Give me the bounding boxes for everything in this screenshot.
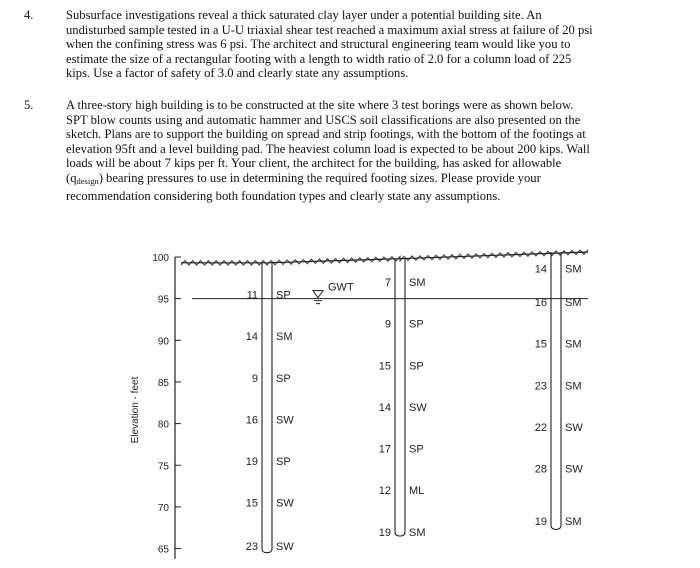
question-5-line-rest: ) bearing pressures to use in determining the required footing sizes. Please provide your	[98, 170, 541, 185]
elevation-tick-label: 100	[152, 253, 169, 264]
spt-blow-count: 14	[534, 263, 547, 276]
spt-blow-count: 14	[378, 401, 391, 414]
question-5-line: elevation 95ft and a level building pad. The heaviest column load is expected to be about 200 kips. Wall	[66, 141, 590, 156]
soil-classification: ML	[409, 485, 425, 498]
q-design-subscript: design	[76, 175, 99, 186]
soil-classification: SP	[276, 372, 291, 385]
spt-blow-count: 22	[534, 421, 547, 434]
soil-classification: SM	[565, 263, 582, 276]
question-4-line: estimate the size of a rectangular footing with a length to width ratio of 2.0 for a column load of 225	[66, 51, 572, 66]
soil-classification: SW	[565, 421, 583, 434]
soil-classification: SW	[276, 414, 294, 427]
soil-classification: SM	[409, 526, 426, 539]
soil-classification: SP	[276, 289, 291, 302]
spt-blow-count: 14	[245, 331, 258, 344]
question-4-line: when the confining stress was 6 psi. The architect and structural engineering team would like you to	[66, 37, 571, 52]
elevation-tick-label: 65	[157, 544, 169, 556]
spt-blow-count: 15	[245, 497, 258, 510]
soil-classification: SW	[276, 541, 294, 554]
spt-blow-count: 15	[534, 338, 547, 351]
question-5-text	[66, 98, 664, 203]
elevation-tick-label: 95	[157, 294, 169, 306]
question-5-line: loads will be about 7 kips per ft. Your client, the architect for the building, has asked for allowable	[66, 156, 562, 171]
spt-blow-count: 16	[245, 414, 258, 427]
question-5-line: sketch. Plans are to support the building on spread and strip footings, with the bottom of the footings at	[66, 127, 586, 142]
spt-blow-count: 15	[378, 360, 391, 373]
boring-hole	[395, 259, 405, 536]
boring-hole	[262, 263, 272, 553]
boring-hole	[551, 252, 561, 529]
spt-blow-count: 11	[246, 289, 258, 302]
question-5-line: recommendation considering both foundation types and clearly state any assumptions.	[66, 188, 501, 203]
soil-classification: SM	[276, 331, 293, 344]
spt-blow-count: 9	[384, 318, 391, 331]
q-design-prefix: (q	[66, 170, 77, 185]
spt-blow-count: 23	[245, 541, 258, 554]
soil-classification: SW	[409, 401, 427, 414]
spt-blow-count: 12	[378, 485, 391, 498]
question-5-number: 5.	[24, 98, 34, 112]
spt-blow-count: 16	[534, 296, 547, 309]
soil-classification: SW	[276, 497, 294, 510]
spt-blow-count: 19	[534, 516, 547, 529]
elevation-tick-label: 80	[157, 419, 169, 431]
question-5-line: SPT blow counts using and automatic hammer and USCS soil classifications are also presented on the	[66, 112, 581, 127]
question-4-number: 4.	[24, 8, 34, 22]
question-4-line: undisturbed sample tested in a U-U triaxial shear test reached a maximum axial stress at failure of 20 psi	[66, 22, 593, 37]
soil-classification: SM	[409, 276, 426, 289]
spt-blow-count: 23	[534, 380, 547, 393]
spt-blow-count: 28	[534, 463, 547, 476]
soil-classification: SM	[565, 380, 582, 393]
soil-classification: SM	[565, 338, 582, 351]
spt-blow-count: 7	[384, 276, 391, 289]
elevation-tick-label: 85	[157, 377, 169, 389]
question-5-line	[66, 171, 664, 189]
gwt-label: GWT	[328, 281, 354, 294]
spt-blow-count: 19	[378, 526, 391, 539]
soil-classification: SP	[276, 456, 291, 469]
question-4-text	[66, 8, 664, 81]
soil-classification: SW	[565, 463, 583, 476]
elevation-tick-label: 70	[157, 502, 169, 514]
elevation-tick-label: 90	[157, 336, 169, 348]
elevation-axis-title: Elevation - feet	[130, 376, 141, 444]
groundwater-symbol-icon	[313, 291, 323, 298]
spt-blow-count: 17	[378, 443, 391, 456]
question-4-line: kips. Use a factor of safety of 3.0 and clearly state any assumptions.	[66, 66, 409, 81]
spt-blow-count: 9	[251, 372, 258, 385]
soil-classification: SP	[409, 360, 424, 373]
boring-log-diagram	[110, 230, 610, 565]
question-5-line: A three-story high building is to be constructed at the site where 3 test borings were as shown below.	[66, 98, 574, 112]
soil-classification: SM	[565, 296, 582, 309]
soil-classification: SM	[565, 516, 582, 529]
question-4-line: Subsurface investigations reveal a thick saturated clay layer under a potential building site. An	[66, 8, 542, 22]
spt-blow-count: 19	[245, 456, 258, 469]
elevation-tick-label: 75	[157, 461, 169, 473]
soil-classification: SP	[409, 318, 424, 331]
soil-classification: SP	[409, 443, 424, 456]
